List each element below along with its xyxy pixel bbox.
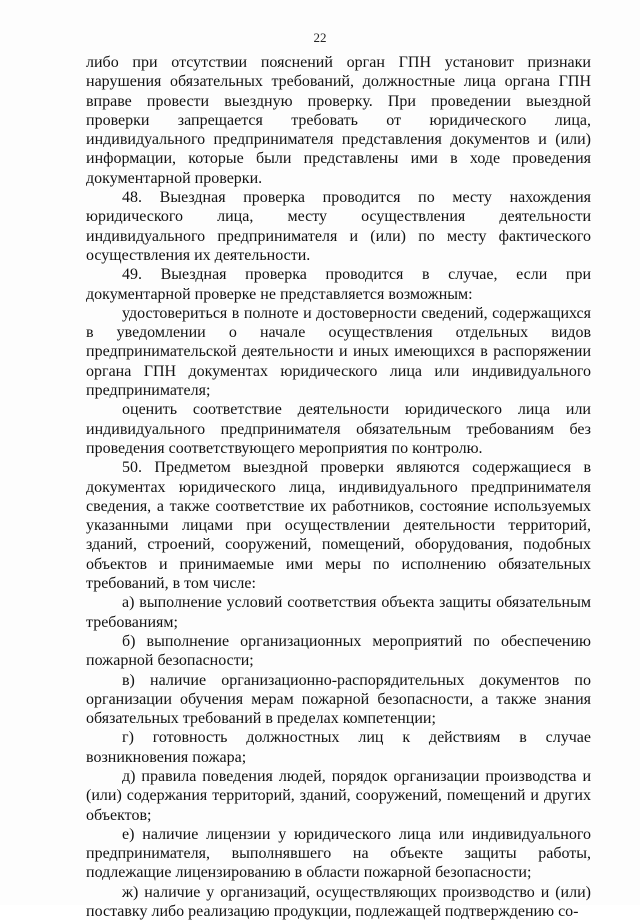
paragraph-sub-g: г) готовность должностных лиц к действиям в случае возникновения пожара; [86, 729, 591, 766]
page-number: 22 [313, 30, 327, 45]
paragraph-item-50: 50. Предметом выездной проверки являются содержащиеся в документах юридического лица, индивидуального предпринимателя сведения, а также соответствие их работников, состояние используемых указанными лицами при осуществлении деятельности территорий, зданий, строений, сооружений, помещений, оборудования, подобных объектов и принимаемые ими меры по исполнению обязательных требований, в том числе: [86, 459, 591, 593]
paragraph-sub-e: е) наличие лицензии у юридического лица или индивидуального предпринимателя, выполнявшего на объекте защиты работы, подлежащие лицензированию в области пожарной безопасности; [86, 825, 591, 882]
paragraph-sub-b: б) выполнение организационных мероприятий по обеспечению пожарной безопасности; [86, 632, 591, 670]
document-body [86, 53, 591, 921]
paragraph-sub-d: д) правила поведения людей, порядок организации производства и (или) содержания территорий, зданий, сооружений, помещений и других объектов; [86, 767, 591, 824]
paragraph-sub-v: в) наличие организационно-распорядительных документов по организации обучения мерам пожарной безопасности, а также знания обязательных требований в пределах компетенции; [86, 671, 591, 728]
paragraph-sub-assess: оценить соответствие деятельности юридического лица или индивидуального предпринимателя обязательным требованиям без проведения соответствующего мероприятия по контролю. [86, 401, 591, 457]
paragraph-sub-a: а) выполнение условий соответствия объекта защиты обязательным требованиям; [86, 594, 591, 631]
paragraph-item-48: 48. Выездная проверка проводится по месту нахождения юридического лица, месту осуществления деятельности индивидуального предпринимателя и (или) по месту фактического осуществления их деятельности. [86, 189, 591, 264]
paragraph-sub-verify: удостовериться в полноте и достоверности сведений, содержащихся в уведомлении о начале осуществления отдельных видов предпринимательской деятельности и иных имеющихся в распоряжении органа ГПН документах юридического лица или индивидуального предпринимателя; [86, 304, 591, 400]
paragraph-continuation: либо при отсутствии пояснений орган ГПН установит признаки нарушения обязательных требований, должностные лица органа ГПН вправе провести выездную проверку. При проведении выездной проверки запрещается требовать от юридического лица, индивидуального предпринимателя представления документов и (или) информации, которые были представлены ими в ходе проведения документарной проверки. [86, 54, 591, 187]
paragraph-sub-zh: ж) наличие у организаций, осуществляющих производство и (или) поставку либо реализацию продукции, подлежащей подтверждению со- [86, 883, 591, 921]
paragraph-item-49: 49. Выездная проверка проводится в случае, если при документарной проверке не представляется возможным: [86, 266, 591, 303]
